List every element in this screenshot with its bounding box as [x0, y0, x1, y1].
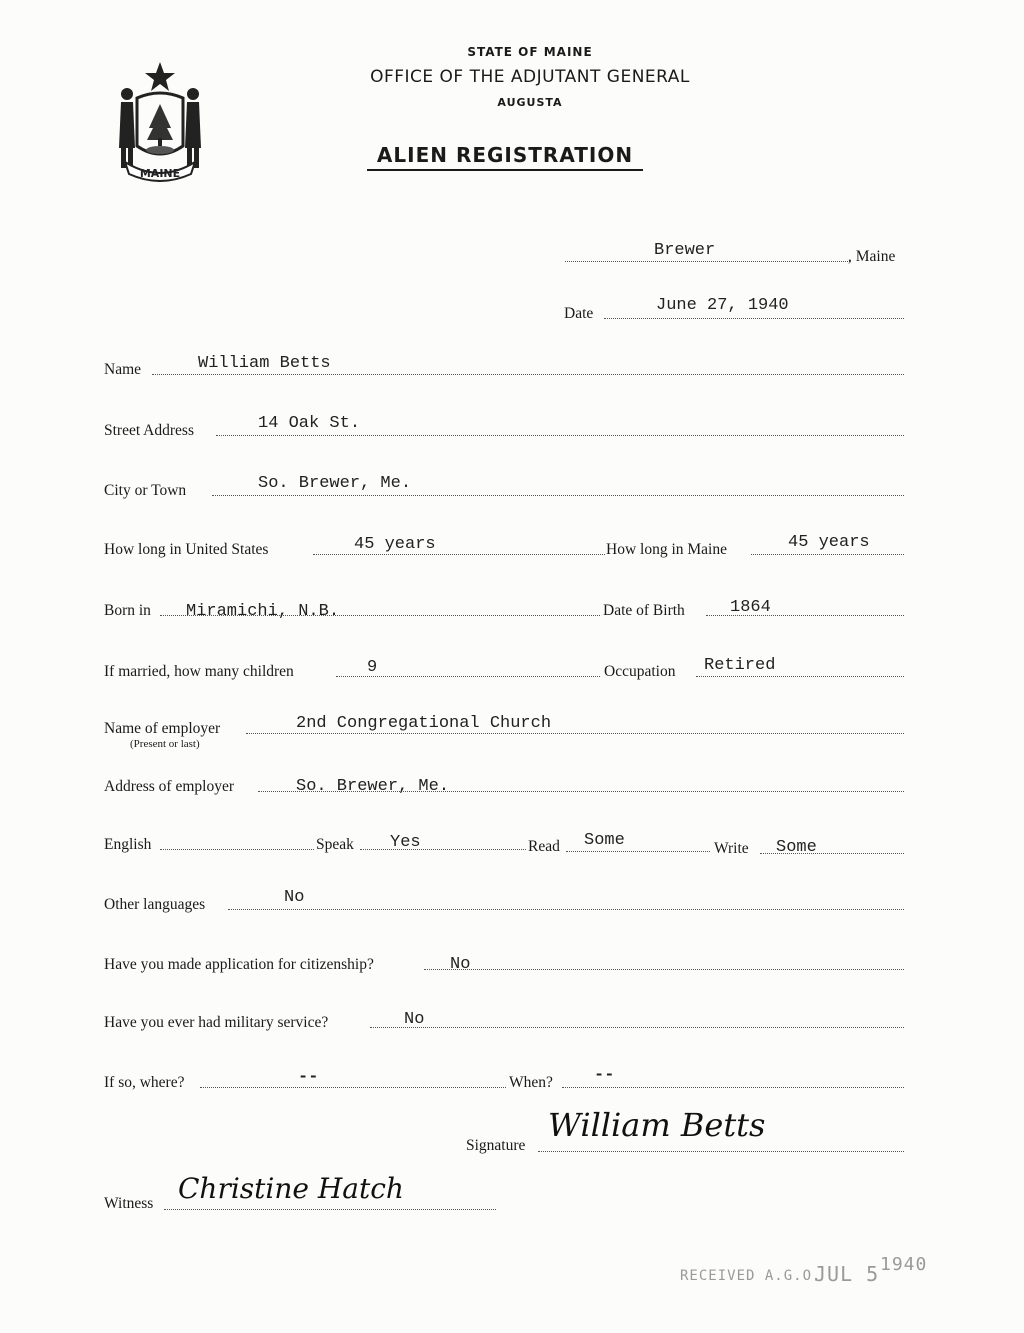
state-seal-icon [107, 58, 213, 182]
citizenship-value[interactable]: No [450, 955, 471, 974]
maine-years-label: How long in Maine [606, 541, 727, 558]
street-label: Street Address [104, 422, 194, 439]
where-label: If so, where? [104, 1074, 185, 1091]
city-label: City or Town [104, 482, 187, 499]
other-languages-label: Other languages [104, 896, 206, 913]
form-title: ALIEN REGISTRATION [367, 143, 643, 171]
received-year: 1940 [880, 1254, 928, 1275]
state-heading: STATE OF MAINE [467, 45, 593, 59]
write-label: Write [714, 840, 749, 857]
us-years-value[interactable]: 45 years [354, 535, 436, 554]
name-label: Name [104, 361, 142, 378]
town-value[interactable]: Brewer [654, 241, 716, 260]
english-label: English [104, 836, 152, 853]
write-value[interactable]: Some [776, 838, 817, 857]
street-value[interactable]: 14 Oak St. [258, 414, 361, 433]
witness-value[interactable]: Christine Hatch [178, 1172, 404, 1205]
citizenship-label: Have you made application for citizenship? [104, 956, 374, 973]
received-date: JUL 5 [814, 1262, 880, 1286]
signature-label: Signature [466, 1137, 526, 1154]
seal-label: MAINE [139, 167, 181, 180]
dob-label: Date of Birth [603, 602, 685, 619]
employer-label: Name of employer [104, 720, 221, 737]
speak-value[interactable]: Yes [390, 833, 421, 852]
read-value[interactable]: Some [584, 831, 625, 850]
employer-sublabel: (Present or last) [130, 738, 200, 750]
when-label: When? [509, 1074, 553, 1091]
military-label: Have you ever had military service? [104, 1014, 329, 1031]
where-value[interactable]: -- [298, 1068, 319, 1087]
speak-label: Speak [316, 836, 354, 853]
state-label: , Maine [848, 248, 896, 265]
born-in-value[interactable]: Miramichi, N.B. [186, 602, 340, 621]
military-value[interactable]: No [404, 1010, 425, 1029]
employer-address-value[interactable]: So. Brewer, Me. [296, 777, 450, 796]
name-value[interactable]: William Betts [198, 354, 331, 373]
date-value[interactable]: June 27, 1940 [656, 296, 789, 315]
maine-years-value[interactable]: 45 years [788, 533, 870, 552]
born-in-label: Born in [104, 602, 151, 619]
witness-label: Witness [104, 1195, 154, 1212]
signature-value[interactable]: William Betts [548, 1106, 766, 1144]
occupation-label: Occupation [604, 663, 676, 680]
us-years-label: How long in United States [104, 541, 269, 558]
city-heading: AUGUSTA [497, 96, 563, 109]
read-label: Read [528, 838, 560, 855]
city-value[interactable]: So. Brewer, Me. [258, 474, 412, 493]
dob-value[interactable]: 1864 [730, 598, 771, 617]
children-label: If married, how many children [104, 663, 294, 680]
office-heading: OFFICE OF THE ADJUTANT GENERAL [370, 67, 690, 87]
employer-value[interactable]: 2nd Congregational Church [296, 714, 552, 733]
children-value[interactable]: 9 [367, 658, 378, 677]
when-value[interactable]: -- [594, 1066, 615, 1085]
received-stamp: RECEIVED A.G.O. [680, 1268, 822, 1284]
employer-address-label: Address of employer [104, 778, 234, 795]
other-languages-value[interactable]: No [284, 888, 305, 907]
occupation-value[interactable]: Retired [704, 656, 776, 675]
date-label: Date [564, 305, 594, 322]
